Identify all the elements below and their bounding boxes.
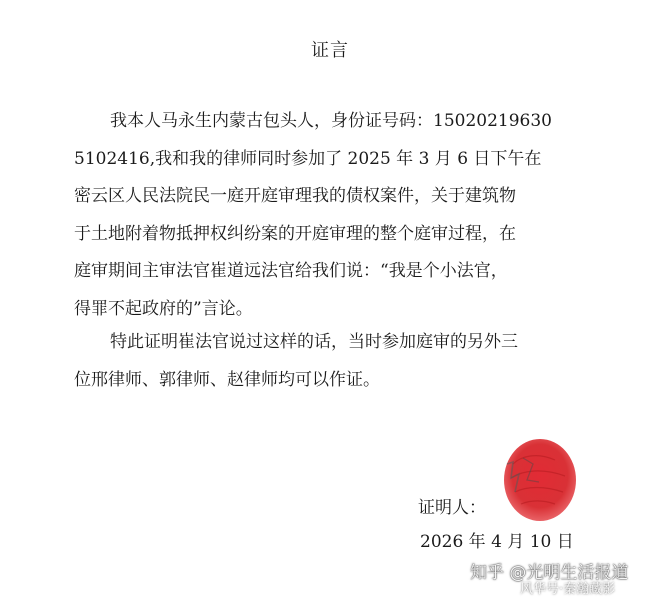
paragraph-line: 我本人马永生内蒙古包头人，身份证号码：15020219630 (110, 111, 552, 131)
secondary-watermark: 风华号·秦瀚藏影 (520, 582, 616, 597)
platform-watermark: 知乎 @光明生活报道 (470, 563, 629, 583)
paragraph-line: 庭审期间主审法官崔道远法官给我们说：“我是个小法官， (74, 261, 508, 281)
document-title: 证言 (311, 40, 349, 61)
signature-date: 2026 年 4 月 10 日 (420, 532, 574, 552)
paragraph-line: 5102416,我和我的律师同时参加了 2025 年 3 月 6 日下午在 (74, 148, 542, 169)
paragraph-line: 密云区人民法院民一庭开庭审理我的债权案件，关于建筑物 (74, 186, 516, 206)
fingerprint-seal (499, 434, 581, 524)
paragraph-line: 特此证明崔法官说过这样的话，当时参加庭审的另外三 (110, 332, 518, 352)
paragraph-line: 得罪不起政府的”言论。 (74, 298, 253, 319)
testimony-paragraph (74, 103, 594, 328)
signer-label: 证明人： (418, 498, 486, 518)
paragraph-line: 于土地附着物抵押权纠纷案的开庭审理的整个庭审过程，在 (74, 223, 516, 244)
paragraph-line: 位邢律师、郭律师、赵律师均可以作证。 (74, 369, 380, 390)
certification-paragraph (74, 324, 594, 399)
